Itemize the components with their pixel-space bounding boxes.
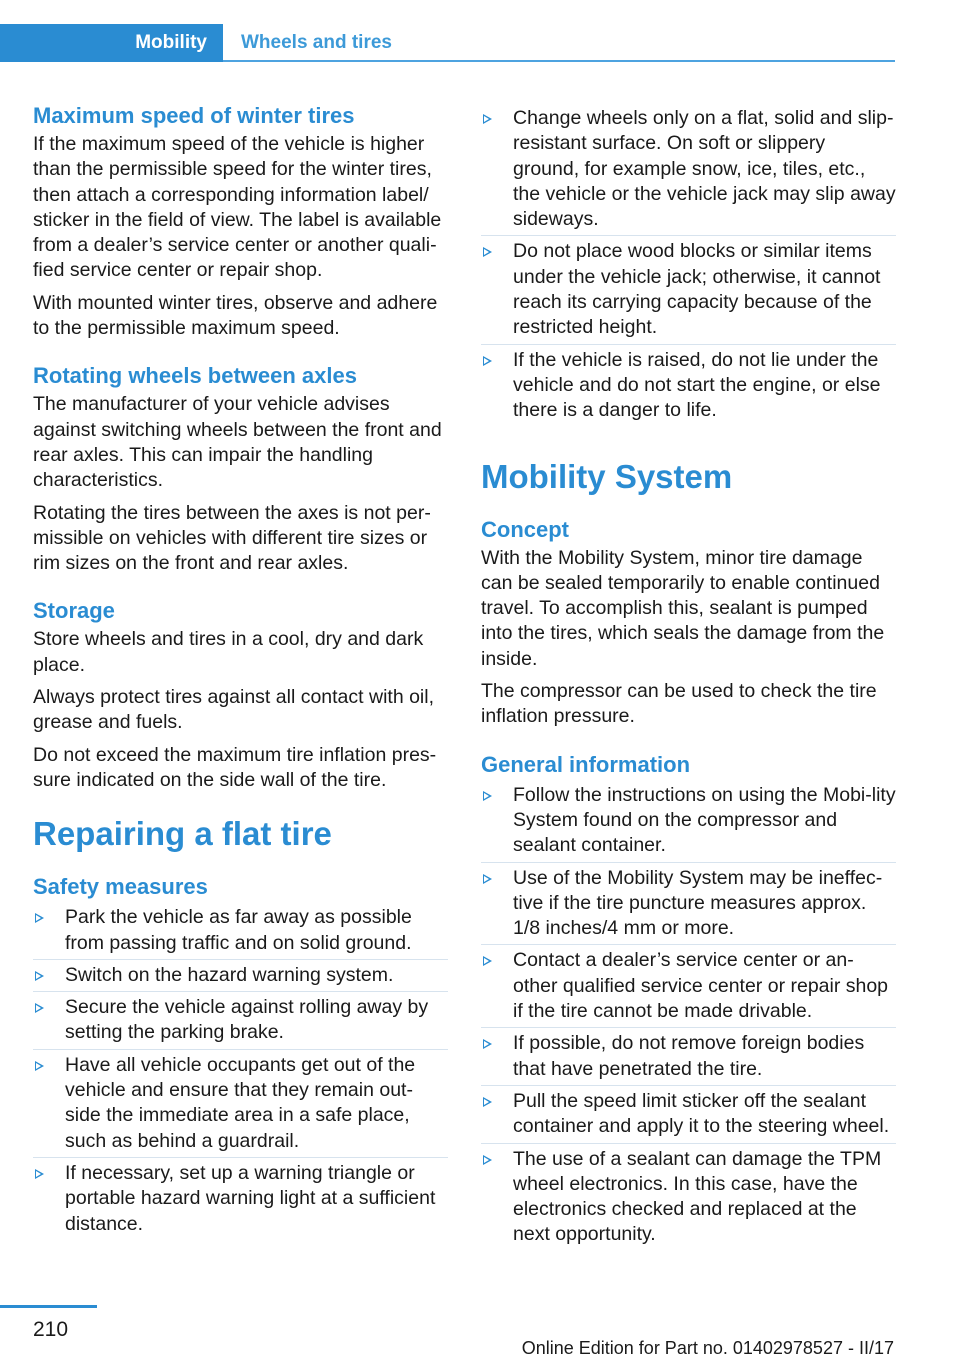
triangle-bullet-icon bbox=[35, 1003, 44, 1013]
paragraph: Rotating the tires between the axes is not per‐missible on vehicles with different tire sizes or rim sizes on the front and rear axles. bbox=[33, 501, 431, 575]
section-storage bbox=[33, 595, 448, 793]
safety-measures-list bbox=[33, 905, 448, 1237]
heading-safety-measures: Safety measures bbox=[33, 874, 208, 900]
divider bbox=[33, 991, 448, 992]
list-item-text: Change wheels only on a flat, solid and slip-resistant surface. On soft or slippery ground, for example snow, ice, tiles, etc., the vehicle or the vehicle jack may slip away sideways. bbox=[513, 107, 896, 231]
page-number: 210 bbox=[33, 1318, 69, 1341]
list-item bbox=[481, 239, 896, 340]
list-item bbox=[33, 1053, 448, 1154]
triangle-bullet-icon bbox=[483, 874, 492, 884]
list-item-text: If possible, do not remove foreign bodies that have penetrated the tire. bbox=[513, 1032, 865, 1080]
paragraph: With the Mobility System, minor tire damage can be sealed temporarily to enable continued travel. To accomplish this, sealant is pumped into the tires, which seals the damage from the inside. bbox=[481, 546, 885, 670]
divider bbox=[33, 1157, 448, 1158]
paragraph: With mounted winter tires, observe and adhere to the permissible maximum speed. bbox=[33, 291, 438, 340]
list-item bbox=[33, 963, 448, 988]
paragraph: The manufacturer of your vehicle advises against switching wheels between the front and rear axles. This can impair the handling characteristics. bbox=[33, 393, 442, 492]
footer-rule bbox=[0, 1305, 97, 1308]
divider bbox=[481, 1143, 896, 1144]
divider bbox=[33, 1049, 448, 1050]
list-item bbox=[481, 1089, 896, 1140]
list-item-text: If necessary, set up a warning triangle or portable hazard warning light at a sufficient distance. bbox=[65, 1161, 436, 1235]
list-item bbox=[481, 866, 896, 942]
left-column bbox=[33, 100, 448, 1244]
list-item-text: If the vehicle is raised, do not lie under the vehicle and do not start the engine, or else there is a danger to life. bbox=[513, 348, 881, 422]
section-winter-tires bbox=[33, 100, 448, 341]
heading-general-information: General information bbox=[481, 751, 691, 777]
triangle-bullet-icon bbox=[35, 1169, 44, 1179]
list-item bbox=[33, 995, 448, 1046]
list-item bbox=[481, 348, 896, 424]
safety-measures-list-continued bbox=[481, 106, 896, 424]
paragraph: Do not exceed the maximum tire inflation pres‐sure indicated on the side wall of the tire. bbox=[33, 743, 437, 791]
divider bbox=[481, 1085, 896, 1086]
divider bbox=[481, 944, 896, 945]
chapter-tab-mobility[interactable]: Mobility bbox=[0, 24, 223, 62]
list-item bbox=[481, 1031, 896, 1082]
divider bbox=[481, 862, 896, 863]
triangle-bullet-icon bbox=[35, 1061, 44, 1071]
list-item-text: Pull the speed limit sticker off the sealant container and apply it to the steering wheel. bbox=[513, 1089, 890, 1138]
paragraph: If the maximum speed of the vehicle is higher than the permissible speed for the winter tires, then attach a corresponding information label/ sticker in the field of view. The label is available from a dealer’s service center or another quali‐fied service center or repair shop. bbox=[33, 133, 442, 282]
divider bbox=[481, 344, 896, 345]
heading-mobility-system: Mobility System bbox=[481, 457, 733, 495]
list-item-text: Do not place wood blocks or similar items under the vehicle jack; otherwise, it cannot reach its carrying capacity because of the restricted height. bbox=[513, 240, 881, 339]
section-concept bbox=[481, 514, 896, 730]
list-item-text: Switch on the hazard warning system. bbox=[65, 963, 394, 986]
edition-note: Online Edition for Part no. 01402978527 - II/17 bbox=[521, 1338, 894, 1358]
heading-storage: Storage bbox=[33, 598, 115, 624]
list-item bbox=[33, 905, 448, 956]
list-item-text: Secure the vehicle against rolling away by setting the parking brake. bbox=[65, 996, 429, 1044]
paragraph: Always protect tires against all contact with oil, grease and fuels. bbox=[33, 686, 435, 734]
section-repairing-flat-tire bbox=[33, 815, 448, 1237]
triangle-bullet-icon bbox=[483, 247, 492, 257]
paragraph: Store wheels and tires in a cool, dry and dark place. bbox=[33, 628, 424, 676]
list-item-text: Use of the Mobility System may be ineffec‐tive if the tire puncture measures approx. 1/8 inches/4 mm or more. bbox=[513, 866, 883, 940]
triangle-bullet-icon bbox=[483, 114, 492, 124]
list-item bbox=[481, 783, 896, 859]
list-item-text: Follow the instructions on using the Mobi‐lity System found on the compressor and sealant container. bbox=[513, 783, 896, 857]
list-item bbox=[481, 106, 896, 232]
heading-concept: Concept bbox=[481, 516, 569, 542]
list-item bbox=[481, 1147, 896, 1248]
heading-winter-tires: Maximum speed of winter tires bbox=[33, 103, 355, 128]
heading-rotating-wheels: Rotating wheels between axles bbox=[33, 363, 357, 389]
heading-repairing-flat-tire: Repairing a flat tire bbox=[33, 815, 332, 853]
triangle-bullet-icon bbox=[483, 956, 492, 966]
list-item-text: The use of a sealant can damage the TPM wheel electronics. In this case, have the electronics checked and replaced at the next opportunity. bbox=[513, 1147, 882, 1246]
general-information-list bbox=[481, 783, 896, 1248]
right-column bbox=[481, 100, 896, 1255]
triangle-bullet-icon bbox=[483, 356, 492, 366]
triangle-bullet-icon bbox=[483, 791, 492, 801]
list-item bbox=[481, 948, 896, 1024]
list-item bbox=[33, 1161, 448, 1237]
page-header bbox=[0, 24, 895, 62]
triangle-bullet-icon bbox=[35, 971, 44, 981]
list-item-text: Park the vehicle as far away as possible from passing traffic and on solid ground. bbox=[65, 906, 412, 954]
section-rotating-wheels bbox=[33, 360, 448, 576]
divider bbox=[481, 1027, 896, 1028]
list-item-text: Contact a dealer’s service center or an‐other qualified service center or repair shop if the tire cannot be made drivable. bbox=[513, 949, 889, 1023]
triangle-bullet-icon bbox=[35, 913, 44, 923]
paragraph: The compressor can be used to check the tire inflation pressure. bbox=[481, 680, 877, 728]
triangle-bullet-icon bbox=[483, 1097, 492, 1107]
divider bbox=[33, 959, 448, 960]
triangle-bullet-icon bbox=[483, 1155, 492, 1165]
list-item-text: Have all vehicle occupants get out of the vehicle and ensure that they remain out‐side the immediate area in a safe place, such as behind a guardrail. bbox=[65, 1053, 416, 1152]
section-mobility-system bbox=[481, 458, 896, 1248]
divider bbox=[481, 235, 896, 236]
header-rule bbox=[223, 60, 895, 62]
triangle-bullet-icon bbox=[483, 1039, 492, 1049]
section-tab-wheels-and-tires[interactable]: Wheels and tires bbox=[241, 32, 392, 53]
